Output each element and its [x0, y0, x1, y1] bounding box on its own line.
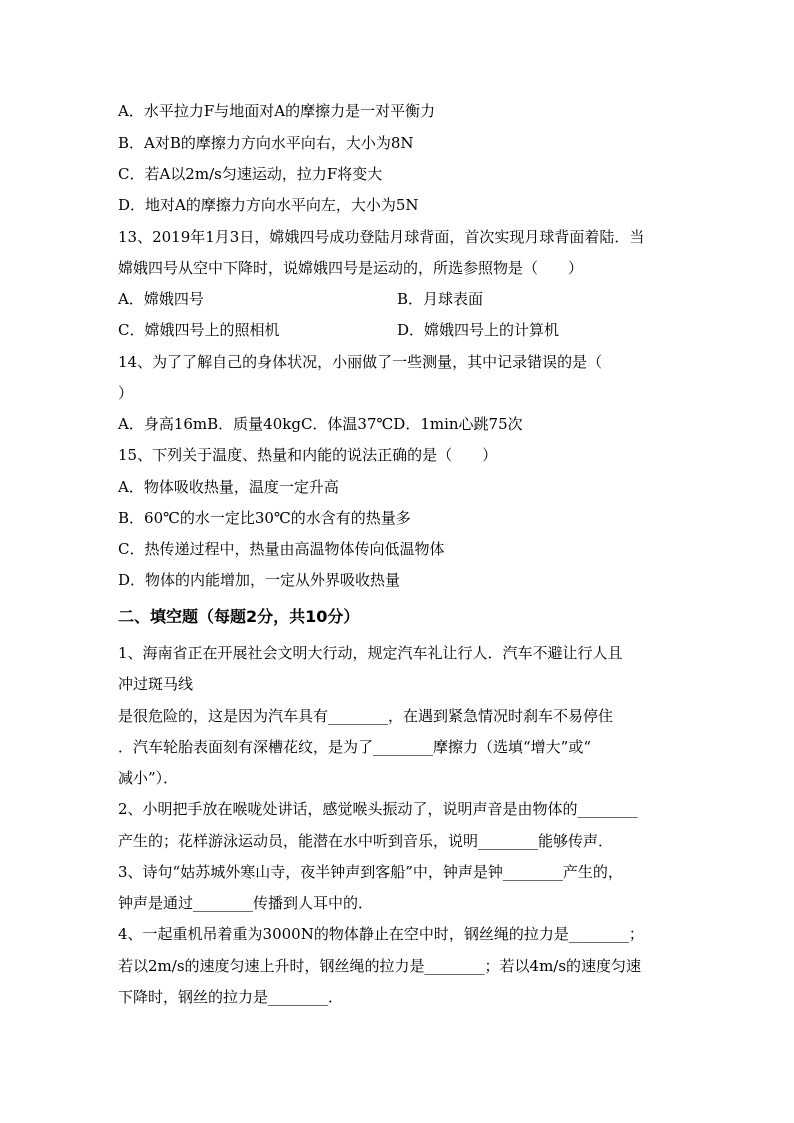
q12-option-b: B．A对B的摩擦力方向水平向右，大小为8N [118, 134, 414, 152]
q13-option-c: C．嫦娥四号上的照相机 [118, 321, 280, 339]
fill2-line1: 2、小明把手放在喉咙处讲话，感觉喉头振动了，说明声音是由物体的________ [118, 800, 638, 818]
q13-option-d: D．嫦娥四号上的计算机 [397, 321, 560, 339]
q15-option-d: D．物体的内能增加，一定从外界吸收热量 [118, 571, 401, 589]
q14-options: A．身高16mB．质量40kgC．体温37℃D．1min心跳75次 [118, 415, 523, 433]
fill3-line2: 钟声是通过________传播到人耳中的． [118, 894, 374, 912]
fill4-line1: 4、一起重机吊着重为3000N的物体静止在空中时，钢丝绳的拉力是________； [118, 925, 644, 943]
q14-stem-line1: 14、为了了解自己的身体状况，小丽做了一些测量，其中记录错误的是（ [118, 353, 603, 371]
fill1-line1: 1、海南省正在开展社会文明大行动，规定汽车礼让行人．汽车不避让行人且 [118, 644, 623, 662]
fill4-line2: 若以2m/s的速度匀速上升时，钢丝绳的拉力是________；若以4m/s的速度匀速 [118, 957, 642, 975]
q12-option-d: D．地对A的摩擦力方向水平向左，大小为5N [118, 196, 419, 214]
fill4-line3: 下降时，钢丝的拉力是________． [118, 988, 344, 1006]
fill1-line2: 冲过斑马线 [118, 675, 194, 693]
q15-option-a: A．物体吸收热量，温度一定升高 [118, 478, 339, 496]
fill1-line3: 是很危险的，这是因为汽车具有________，在遇到紧急情况时刹车不易停住 [118, 707, 614, 725]
fill1-line4: ．汽车轮胎表面刻有深槽花纹，是为了________摩擦力（选填“增大”或“ [118, 738, 592, 756]
fill2-line2: 产生的；花样游泳运动员，能潜在水中听到音乐，说明________能够传声． [118, 832, 614, 850]
q15-stem: 15、下列关于温度、热量和内能的说法正确的是（ ） [118, 446, 498, 464]
q13-option-b: B．月球表面 [397, 290, 484, 308]
q12-option-c: C．若A以2m/s匀速运动，拉力F将变大 [118, 165, 383, 183]
q13-stem-line2: 嫦娥四号从空中下降时，说嫦娥四号是运动的，所选参照物是（ ） [118, 259, 584, 277]
q13-stem-line1: 13、2019年1月3日，嫦娥四号成功登陆月球背面，首次实现月球背面着陆．当 [118, 228, 645, 246]
fill1-line5: 减小”）． [118, 769, 179, 787]
fill3-line1: 3、诗句“姑苏城外寒山寺，夜半钟声到客船”中，钟声是钟________产生的， [118, 863, 623, 881]
section-title: 二、填空题（每题2分，共10分） [118, 607, 360, 626]
q12-option-a: A．水平拉力F与地面对A的摩擦力是一对平衡力 [118, 102, 436, 120]
q13-option-a: A．嫦娥四号 [118, 290, 204, 308]
q15-option-b: B．60℃的水一定比30℃的水含有的热量多 [118, 509, 411, 527]
q15-option-c: C．热传递过程中，热量由高温物体传向低温物体 [118, 540, 445, 558]
q14-stem-line2: ） [118, 384, 134, 402]
